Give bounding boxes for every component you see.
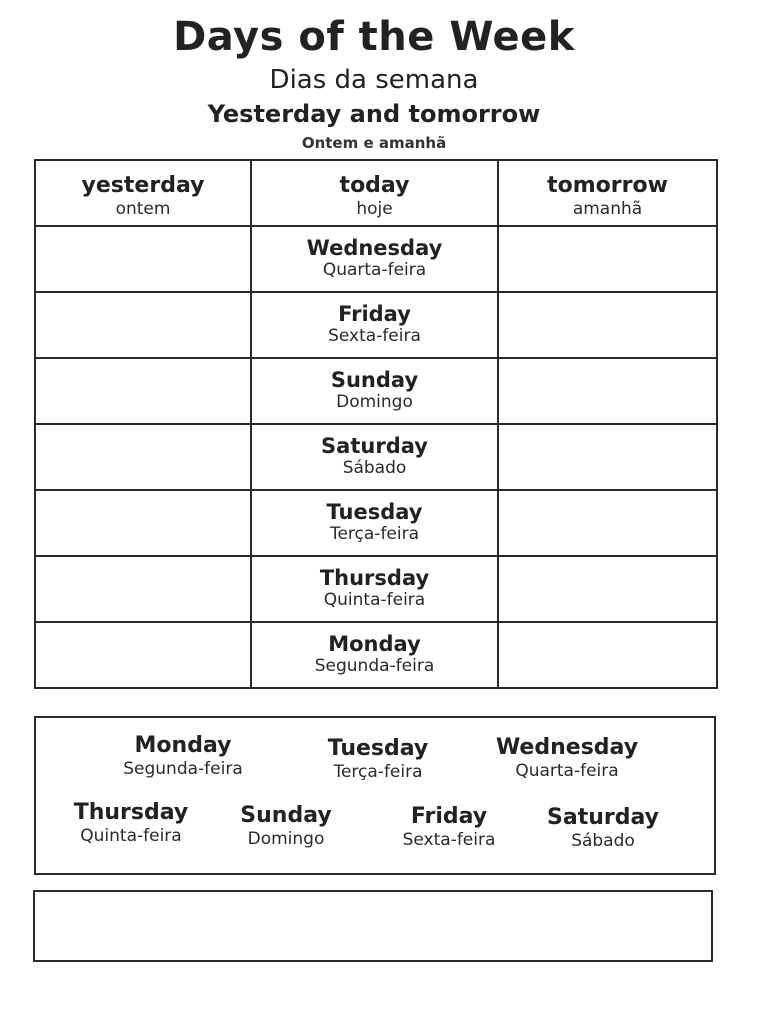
yesterday-answer-cell[interactable] xyxy=(35,622,251,688)
page-subtitle: Dias da semana xyxy=(269,65,479,95)
tomorrow-answer-cell[interactable] xyxy=(498,556,717,622)
table-row xyxy=(35,424,717,490)
word-bank-day: Saturday xyxy=(547,805,659,830)
today-cell xyxy=(251,226,498,292)
section-heading-translation: Ontem e amanhã xyxy=(301,134,447,152)
section-heading: Yesterday and tomorrow xyxy=(207,100,541,128)
column-header-label: tomorrow xyxy=(547,173,668,198)
word-bank xyxy=(34,716,716,875)
word-bank-day: Monday xyxy=(134,733,232,758)
word-bank-translation: Quinta-feira xyxy=(80,826,182,846)
table-row xyxy=(35,292,717,358)
day-name-translation: Segunda-feira xyxy=(314,656,435,676)
day-name-translation: Sábado xyxy=(342,458,407,478)
day-name: Tuesday xyxy=(326,500,423,524)
table-row xyxy=(35,556,717,622)
column-header-translation: hoje xyxy=(356,199,393,219)
page-title: Days of the Week xyxy=(173,14,575,60)
day-name: Friday xyxy=(338,302,411,326)
word-bank-item xyxy=(201,803,371,849)
word-bank-item xyxy=(46,800,216,846)
word-bank-translation: Segunda-feira xyxy=(123,759,243,779)
today-cell xyxy=(251,490,498,556)
tomorrow-answer-cell[interactable] xyxy=(498,292,717,358)
today-cell xyxy=(251,556,498,622)
table-header-row xyxy=(35,160,717,226)
yesterday-answer-cell[interactable] xyxy=(35,226,251,292)
column-header-today xyxy=(251,160,498,226)
column-header-yesterday xyxy=(35,160,251,226)
table-row xyxy=(35,490,717,556)
yesterday-answer-cell[interactable] xyxy=(35,292,251,358)
column-header-translation: ontem xyxy=(115,199,171,219)
day-name: Sunday xyxy=(330,368,419,392)
day-name-translation: Domingo xyxy=(336,392,413,412)
word-bank-day: Wednesday xyxy=(495,735,639,760)
word-bank-day: Friday xyxy=(410,804,488,829)
day-name: Wednesday xyxy=(306,236,443,260)
day-name: Monday xyxy=(328,632,421,656)
word-bank-day: Sunday xyxy=(240,803,332,828)
tomorrow-answer-cell[interactable] xyxy=(498,358,717,424)
day-name: Saturday xyxy=(321,434,428,458)
yesterday-answer-cell[interactable] xyxy=(35,424,251,490)
day-name: Thursday xyxy=(319,566,430,590)
day-name-translation: Quarta-feira xyxy=(322,260,427,280)
tomorrow-answer-cell[interactable] xyxy=(498,490,717,556)
yesterday-answer-cell[interactable] xyxy=(35,490,251,556)
days-table xyxy=(34,159,718,689)
word-bank-translation: Quarta-feira xyxy=(515,761,619,781)
word-bank-item xyxy=(98,733,268,779)
word-bank-translation: Domingo xyxy=(247,829,325,849)
yesterday-answer-cell[interactable] xyxy=(35,556,251,622)
tomorrow-answer-cell[interactable] xyxy=(498,226,717,292)
day-name-translation: Sexta-feira xyxy=(328,326,421,346)
word-bank-day: Tuesday xyxy=(327,736,429,761)
day-name-translation: Quinta-feira xyxy=(323,590,426,610)
word-bank-day: Thursday xyxy=(73,800,189,825)
word-bank-item xyxy=(293,736,463,782)
today-cell xyxy=(251,424,498,490)
column-header-translation: amanhã xyxy=(572,199,643,219)
word-bank-translation: Sexta-feira xyxy=(402,830,496,850)
word-bank-item xyxy=(518,805,688,851)
word-bank-item xyxy=(364,804,534,850)
tomorrow-answer-cell[interactable] xyxy=(498,622,717,688)
column-header-tomorrow xyxy=(498,160,717,226)
today-cell xyxy=(251,292,498,358)
column-header-label: today xyxy=(339,173,410,198)
word-bank-item xyxy=(482,735,652,781)
table-row xyxy=(35,358,717,424)
today-cell xyxy=(251,622,498,688)
column-header-label: yesterday xyxy=(81,173,205,198)
answer-box[interactable] xyxy=(33,890,713,962)
table-row xyxy=(35,622,717,688)
word-bank-translation: Sábado xyxy=(571,831,635,851)
tomorrow-answer-cell[interactable] xyxy=(498,424,717,490)
day-name-translation: Terça-feira xyxy=(329,524,420,544)
yesterday-answer-cell[interactable] xyxy=(35,358,251,424)
today-cell xyxy=(251,358,498,424)
table-row xyxy=(35,226,717,292)
word-bank-translation: Terça-feira xyxy=(333,762,423,782)
